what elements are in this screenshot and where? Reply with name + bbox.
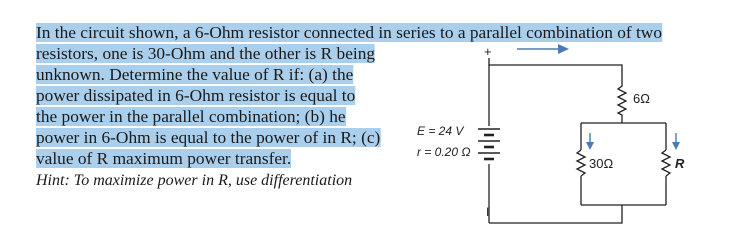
wire-bottom [489,205,622,223]
source-emf-label: E = 24 V [417,124,464,138]
resistor-6ohm-label: 6Ω [633,91,650,106]
current-arrow-R [672,133,680,150]
resistor-6ohm-zigzag [618,84,626,123]
resistor-R-zigzag [662,150,670,176]
current-arrow-top [517,44,569,54]
resistor-R-label: R [675,156,685,171]
current-arrow-30ohm [586,133,594,150]
resistor-30ohm-label: 30Ω [589,156,614,171]
source-resistance-label: r = 0.20 Ω [417,145,471,159]
problem-line-4: power dissipated in 6-Ohm resistor is equal to [36,86,356,105]
battery-minus-sign: I [486,205,490,219]
wire-top [489,58,622,84]
battery-symbol [478,129,500,159]
hint-text: Hint: To maximize power in R, use differentiation [36,172,353,189]
problem-line-7: value of R maximum power transfer. [36,149,292,168]
problem-line-6: power in 6-Ohm is equal to the power of in R; (c) [36,128,381,147]
problem-line-3: unknown. Determine the value of R if: (a) the [36,65,354,84]
problem-line-1: In the circuit shown, a 6-Ohm resistor connected in series to a parallel combination of two [36,23,662,42]
battery-plus-sign: + [484,44,492,59]
problem-line-2: resistors, one is 30-Ohm and the other is R being [36,44,376,63]
resistor-30ohm-zigzag [577,150,585,176]
problem-line-5: the power in the parallel combination; (b) he [36,107,346,126]
